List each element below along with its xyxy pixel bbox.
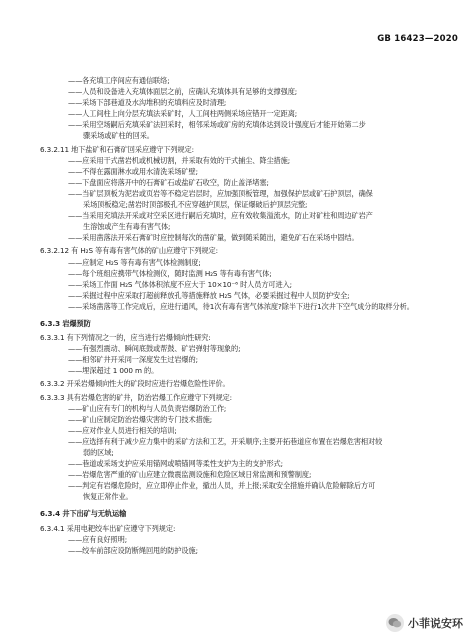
clause-line: ——采用空场嗣后充填采矿法回采时，相邻采场或矿房的充填体达到设计强度后才能开始第二步 [68,120,366,130]
clause-line: ——有强烈震动、瞬间底鼓或帮鼓、矿岩弹射等现象的; [68,344,241,354]
clause-line: ——不得在露面淋水或用水清洗采场矿壁; [68,166,198,176]
clause-line: ——当矿层顶板为泥岩或页岩等不稳定岩层时，应加强顶板管理，加强保护层或矿石护顶层，确保 [68,188,373,198]
clause-line: ——埋深超过 1 000 m 的。 [68,366,159,376]
wechat-icon [386,614,404,632]
clause-line: 生溶蚀或产生有毒有害气体; [83,222,171,232]
clause-line: ——绞车前部应设防断绳回甩的防护设施; [68,545,198,555]
clause-line: ——采场下部巷道及水沟堆积的充填料应及时清理; [68,98,227,108]
clause-line: ——岩爆危害严重的矿山应建立微震监测设施和危险区域日常监测和预警制度; [68,470,312,480]
clause-line: ——下盘面应将落开中的石膏矿石或盐矿石收空，防止盖泽堵塞; [68,177,269,187]
clause-line: 采场顶板稳定;凿岩时顶部极孔不应穿越护顶层，保证爆破后护顶层完整; [83,200,308,210]
clause-line: 弱的区域; [83,448,114,457]
clause-heading: 6.3.3.2 开采岩爆倾向性大的矿段时应进行岩爆危险性评价。 [40,379,230,389]
clause-line: ——相邻矿井开采同一深度发生过岩爆的; [68,355,198,365]
clause-line: ——应有良好照明; [68,534,128,544]
clause-heading: 6.3.3.1 有下列情况之一的，应当进行岩爆倾向性研究: [40,333,211,343]
clause-line: ——采掘过程中应采取打超前释放孔等措施释放 H₂S 气体，必要采掘过程中人员防护安全; [68,290,350,300]
clause-line: ——矿山应有专门的机构与人员负责岩爆防治工作; [68,403,227,413]
clause-line: ——采场凿落等工作完成后，应进行通风，待1次有毒有害气体浓度?除半下进行1次井下空气成分的取样分析。 [68,301,414,311]
clause-heading: 6.3.4.1 采用电耙绞车出矿应遵守下列规定: [40,523,176,533]
clause-line: ——矿山应制定防治岩爆灾害的专门技术措施; [68,414,213,424]
clause-line: ——应对作业人员进行相关的培训; [68,425,177,435]
clause-heading: 6.3.2.11 地下盐矿和石膏矿回采应遵守下列规定: [40,144,194,154]
clause-line: 骤采场或矿柱的回采。 [83,131,154,141]
clause-line: ——应选择有利于减少应力集中的采矿方法和工艺，开采顺序;主要开拓巷道应布置在岩爆危害相对较 [68,436,383,446]
clause-line: ——应制定 H₂S 等有毒有害气体检测制度; [68,257,201,267]
clause-line: ——每个班组应携带气体检测仪，随时监测 H₂S 等有毒有害气体; [68,268,272,278]
document-body [40,75,450,556]
clause-line: ——当采用充填法开采或对空采区进行嗣后充填时，应有效收集溢流水，防止对矿柱和周边矿岩产 [68,211,373,221]
clause-heading: 6.3.3.3 具有岩爆危害的矿井，防治岩爆工作应遵守下列规定: [40,392,232,402]
standard-code: GB 16423—2020 [377,34,458,44]
clause-line: ——巷道或采场支护应采用锚网或喷锚网等柔性支护为主的支护形式; [68,459,283,469]
section-heading: 6.3.3 岩爆预防 [40,318,91,328]
clause-line: ——采场工作面 H₂S 气体体积浓度不应大于 10×10⁻⁶ 时人员方可进入; [68,279,293,289]
clause-line: ——应采用干式凿岩机或机械切割，并采取有效的干式捕尘、降尘措施; [68,155,291,165]
clause-line: ——采用凿落法开采石膏矿时应控制每次的凿矿量，做到随采随出，避免矿石在采场中固结。 [68,233,359,243]
watermark [386,614,463,632]
clause-line: ——各充填工序间应有通信联络; [68,76,170,85]
watermark-text: 小菲说安环 [408,617,463,630]
clause-heading: 6.3.2.12 有 H₂S 等有毒有害气体的矿山应遵守下列规定: [40,246,218,256]
clause-line: ——判定有岩爆危险时，应立即停止作业，撤出人员，并上报;采取安全措施并确认危险解除后方可 [68,481,376,491]
clause-line: ——人工间柱上向分层充填法采矿时，人工间柱两侧采场应错开一定距离; [68,109,298,119]
clause-line: 恢复正常作业。 [83,492,133,502]
clause-line: ——人员和设备进入充填体面层之前，应确认充填体具有足够的支撑强度; [68,87,298,97]
section-heading: 6.3.4 井下出矿与无轨运输 [40,509,127,519]
